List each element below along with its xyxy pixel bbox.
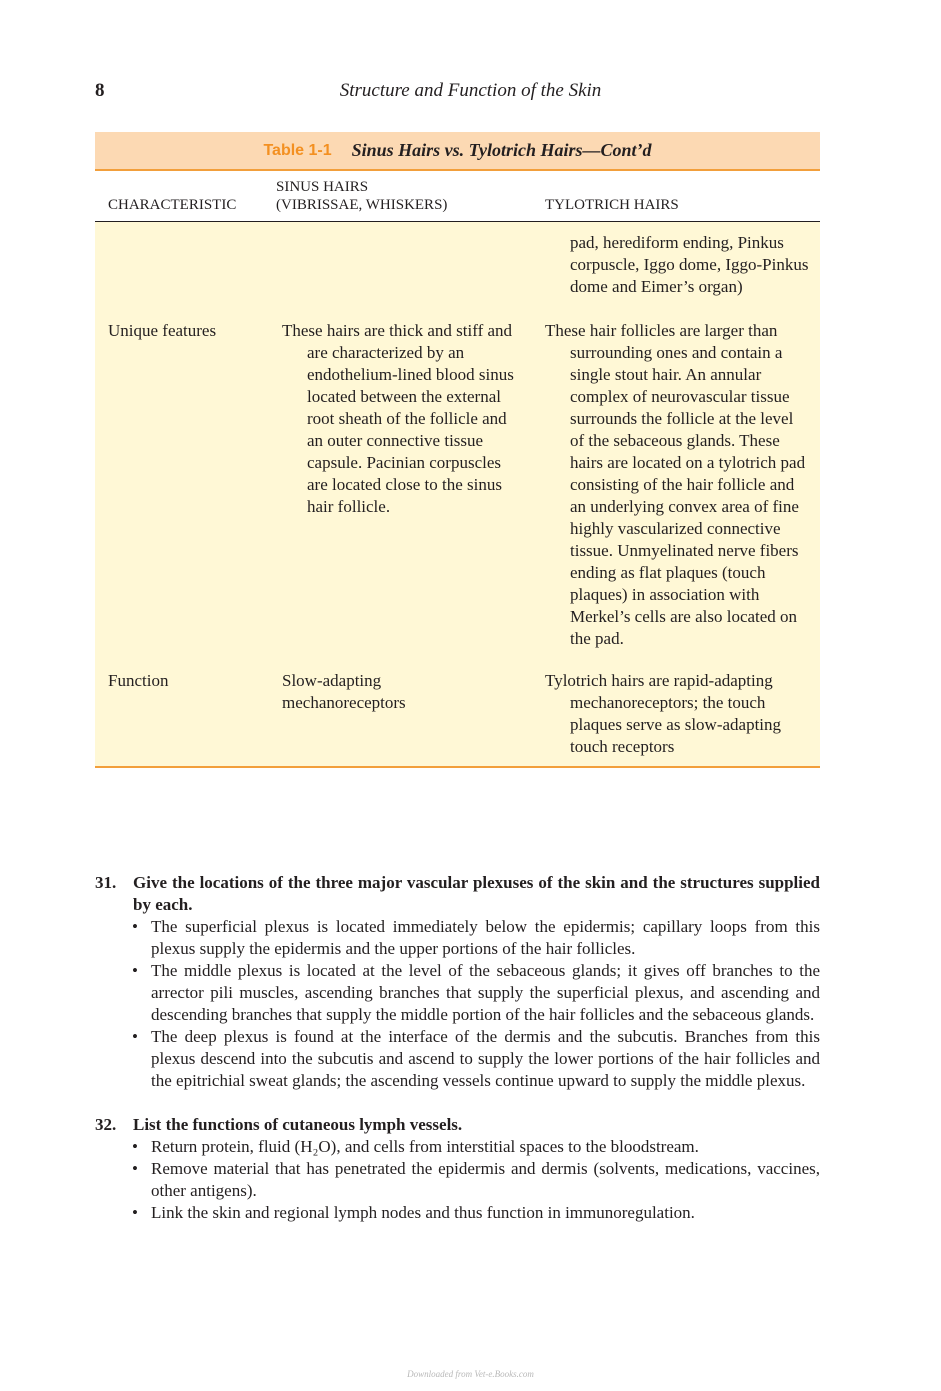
question-number: 31.: [95, 873, 117, 892]
sinus-function-line2: mechanoreceptors: [282, 693, 406, 712]
answer-item: [132, 1202, 820, 1224]
answer-text: The superficial plexus is located immediately below the epidermis; capillary loops from this plexus supply the epidermis and the upper portions of the hair follicles.: [151, 917, 820, 958]
answer-item: [132, 916, 820, 960]
bullet-icon: •: [132, 961, 138, 980]
answer-item: [132, 1158, 820, 1202]
answer-item: [132, 1026, 820, 1092]
answer-text: Return protein, fluid (H₂O), and cells from interstitial spaces to the bloodstream.: [151, 1137, 699, 1156]
table-caption: [95, 132, 820, 171]
question-number: 32.: [95, 1115, 117, 1134]
table-header-row: [95, 171, 820, 222]
tylotrich-unique-text: These hair follicles are larger than surrounding ones and contain a single stout hair. An annular complex of neurovascular tissue surrounds the follicle at the level of the sebaceous glands. These hairs are located on a tylotrich pad consisting of the hair follicle and an underlying convex area of fine highly vascularized connective tissue. Unmyelinated nerve fibers ending as flat plaques (touch plaques) in association with Merkel’s cells are also located on the pad.: [545, 321, 806, 648]
bullet-icon: •: [132, 1159, 138, 1178]
answer-item: [132, 1136, 820, 1158]
table-cell-characteristic: Function: [108, 671, 169, 690]
table-cell-tylotrich: [545, 320, 810, 650]
table-body: [95, 222, 820, 768]
continuation-text: pad, herediform ending, Pinkus corpuscle, Iggo dome, Iggo-Pinkus dome and Eimer’s organ): [570, 233, 809, 296]
table-title: Sinus Hairs vs. Tylotrich Hairs—Cont’d: [351, 140, 652, 160]
table-row-unique-features: [95, 320, 820, 670]
answer-text: The deep plexus is found at the interface of the dermis and the subcutis. Branches from this plexus descend into the subcutis and ascend to supply the lower portions of the hair follicles and the epitrichial sweat glands; the ascending vessels continue upward to supply the middle plexus.: [151, 1027, 820, 1090]
table-cell-sinus: [282, 670, 522, 714]
sinus-unique-text: These hairs are thick and stiff and are characterized by an endothelium-lined blood sinus located between the external root sheath of the follicle and an outer connective tissue capsule. Pacinian corpuscles are located close to the sinus hair follicle.: [282, 321, 514, 516]
bullet-icon: •: [132, 1137, 138, 1156]
answer-text: The middle plexus is located at the level of the sebaceous glands; it gives off branches to the arrector pili muscles, ascending branches that supply the superficial plexus, and ascending and descending branches that supply the middle portion of the hair follicles and the sebaceous glands.: [151, 961, 820, 1024]
column-header-sinus-line2: (VIBRISSAE, WHISKERS): [276, 197, 448, 213]
table-number: Table 1-1: [263, 141, 332, 159]
question-title: List the functions of cutaneous lymph vessels.: [133, 1115, 463, 1134]
table-cell-tylotrich-continuation: [545, 232, 810, 298]
sinus-function-line1: Slow-adapting: [282, 671, 382, 690]
table-row-function: [95, 670, 820, 758]
answer-text: Link the skin and regional lymph nodes and thus function in immunoregulation.: [151, 1203, 695, 1222]
answer-list: [95, 1136, 820, 1224]
answer-list: [95, 916, 820, 1092]
download-watermark: Downloaded from Vet-e.Books.com: [407, 1369, 534, 1379]
table-cell-sinus: [282, 320, 522, 518]
question-title: Give the locations of the three major vascular plexuses of the skin and the structures supplied by each.: [133, 873, 820, 914]
bullet-icon: •: [132, 1203, 138, 1222]
running-title: Structure and Function of the Skin: [339, 80, 602, 101]
bullet-icon: •: [132, 1027, 138, 1046]
question-32: [95, 1114, 820, 1224]
table-cell-characteristic: Unique features: [108, 321, 217, 340]
table-cell-tylotrich: [545, 670, 810, 758]
bullet-icon: •: [132, 917, 138, 936]
column-header-sinus-line1: SINUS HAIRS: [276, 179, 369, 195]
tylotrich-function-text: Tylotrich hairs are rapid-adapting mechanoreceptors; the touch plaques serve as slow-adapting touch receptors: [545, 671, 782, 756]
question-list: [95, 872, 820, 1246]
column-header-tylotrich: TYLOTRICH HAIRS: [545, 197, 679, 213]
table-row-continuation: [95, 232, 820, 320]
question-31: [95, 872, 820, 1092]
answer-item: [132, 960, 820, 1026]
column-header-characteristic: CHARACTERISTIC: [108, 197, 237, 213]
comparison-table: [95, 132, 820, 768]
answer-text: Remove material that has penetrated the epidermis and dermis (solvents, medications, vaccines, other antigens).: [151, 1159, 820, 1200]
page-number: 8: [95, 80, 105, 101]
